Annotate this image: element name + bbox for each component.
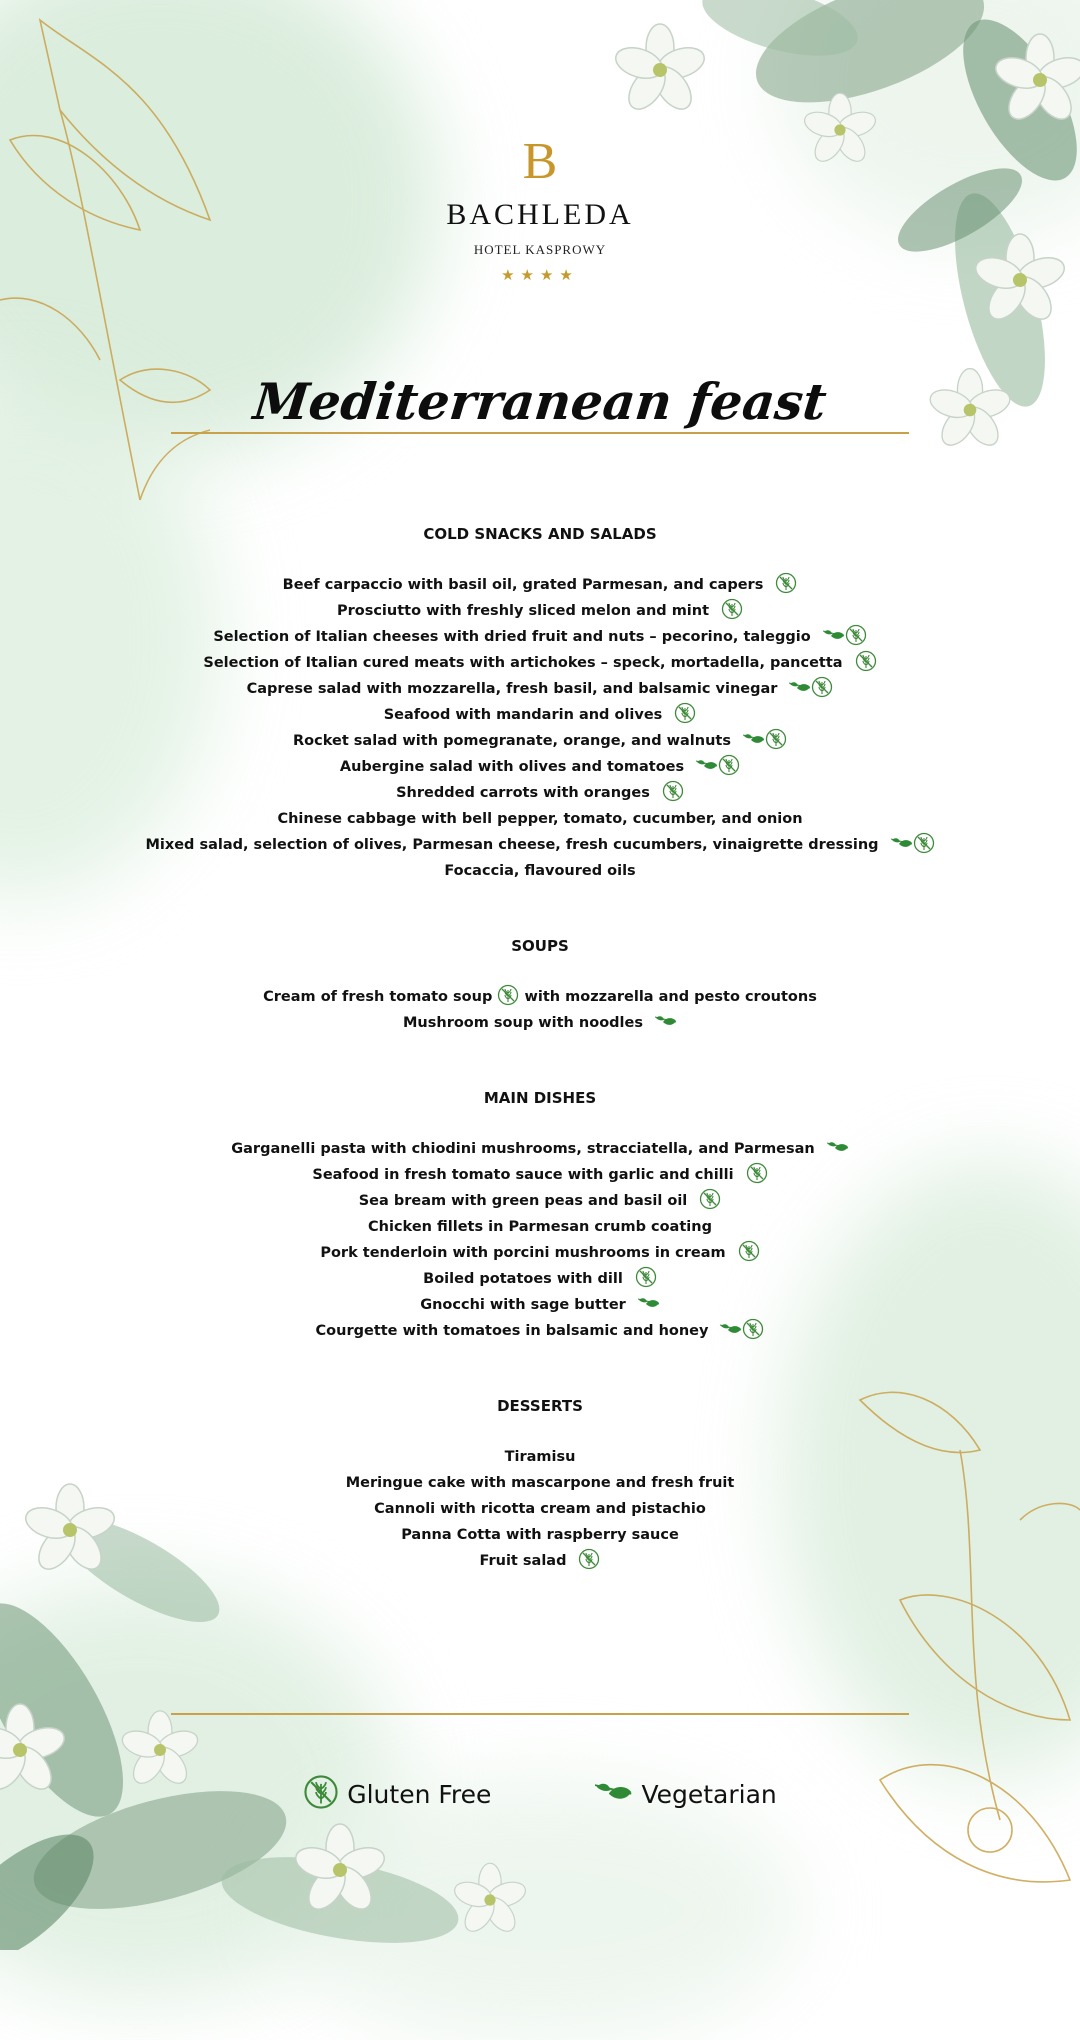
logo-hotel-subtitle: HOTEL KASPROWY <box>473 242 607 257</box>
menu-item-name: Chinese cabbage with bell pepper, tomato, cucumber, and onion <box>277 811 803 827</box>
menu-section <box>0 932 1080 1036</box>
menu-item <box>0 1318 1080 1344</box>
menu-item-name: Pork tenderloin with porcini mushrooms in cream <box>320 1245 726 1261</box>
menu-item-name: Sea bream with green peas and basil oil <box>358 1193 688 1209</box>
wheat-crossed-icon <box>775 572 797 594</box>
leaf-icon <box>595 1779 633 1805</box>
menu-item <box>0 780 1080 806</box>
section-title: SOUPS <box>511 937 569 955</box>
menu-item <box>0 754 1080 780</box>
leaf-icon <box>891 836 913 850</box>
menu-item-name: Boiled potatoes with dill <box>423 1271 623 1287</box>
menu-item-name: Tiramisu <box>504 1449 576 1465</box>
leaf-icon <box>789 680 811 694</box>
wheat-crossed-icon <box>497 984 519 1006</box>
menu-item-name: Courgette with tomatoes in balsamic and honey <box>315 1323 709 1339</box>
menu-item-name: Aubergine salad with olives and tomatoes <box>339 759 685 775</box>
menu-item-name: Selection of Italian cheeses with dried fruit and nuts – pecorino, taleggio <box>213 629 811 645</box>
wheat-crossed-icon <box>913 832 935 854</box>
menu-item <box>0 832 1080 858</box>
menu-item-name: Gnocchi with sage butter <box>420 1297 626 1313</box>
logo-monogram-icon <box>520 132 560 188</box>
dietary-legend <box>0 1772 1080 1816</box>
menu-item-name: Prosciutto with freshly sliced melon and mint <box>336 603 710 619</box>
menu-item <box>0 1010 1080 1036</box>
menu-item <box>0 572 1080 598</box>
leaf-icon <box>696 758 718 772</box>
menu-item-name: Seafood in fresh tomato sauce with garlic and chilli <box>312 1167 734 1183</box>
menu-title: Mediterranean feast <box>250 372 830 431</box>
menu-item-name: Seafood with mandarin and olives <box>383 707 663 723</box>
menu-item-name: Garganelli pasta with chiodini mushrooms, stracciatella, and Parmesan <box>231 1141 815 1157</box>
menu-item <box>0 1240 1080 1266</box>
menu-item-name-suffix: with mozzarella and pesto croutons <box>524 989 817 1005</box>
legend-gluten-free <box>303 1776 491 1812</box>
menu-item <box>0 1292 1080 1318</box>
menu-item <box>0 806 1080 832</box>
wheat-crossed-icon <box>635 1266 657 1288</box>
menu-item-name: Rocket salad with pomegranate, orange, and walnuts <box>293 733 731 749</box>
leaf-icon <box>827 1140 849 1154</box>
hotel-logo <box>0 132 1080 284</box>
logo-monogram-letter: B <box>522 133 558 188</box>
logo-hotel-name: BACHLEDA <box>446 198 634 231</box>
menu-item <box>0 1188 1080 1214</box>
menu-item-name: Cannoli with ricotta cream and pistachio <box>374 1501 706 1517</box>
wheat-crossed-icon <box>674 702 696 724</box>
menu-section <box>0 1084 1080 1344</box>
menu-item <box>0 858 1080 884</box>
wheat-crossed-icon <box>855 650 877 672</box>
menu-item <box>0 1162 1080 1188</box>
wheat-crossed-icon <box>578 1548 600 1570</box>
section-title: COLD SNACKS AND SALADS <box>423 525 657 543</box>
wheat-crossed-icon <box>742 1318 764 1340</box>
leaf-icon <box>720 1322 742 1336</box>
menu-item <box>0 1470 1080 1496</box>
menu-item-name: Cream of fresh tomato soup <box>263 989 493 1005</box>
leaf-icon <box>823 628 845 642</box>
wheat-crossed-icon <box>662 780 684 802</box>
leaf-icon <box>743 732 765 746</box>
menu-item-name: Meringue cake with mascarpone and fresh fruit <box>345 1475 735 1491</box>
legend-divider <box>171 1713 909 1715</box>
leaf-icon <box>638 1296 660 1310</box>
menu-item <box>0 984 1080 1010</box>
section-title: DESSERTS <box>497 1397 583 1415</box>
wheat-crossed-icon <box>765 728 787 750</box>
wheat-crossed-icon <box>845 624 867 646</box>
title-divider <box>171 432 909 434</box>
menu-item <box>0 1496 1080 1522</box>
logo-star-rating: ★★★★ <box>501 266 579 284</box>
menu-item-name: Chicken fillets in Parmesan crumb coating <box>368 1219 712 1235</box>
menu-item-name: Panna Cotta with raspberry sauce <box>401 1527 679 1543</box>
menu-item-name: Fruit salad <box>479 1553 567 1569</box>
menu-item-name: Beef carpaccio with basil oil, grated Parmesan, and capers <box>282 577 764 593</box>
menu-item <box>0 1444 1080 1470</box>
leaf-icon <box>655 1014 677 1028</box>
menu-item-name: Shredded carrots with oranges <box>396 785 650 801</box>
section-title: MAIN DISHES <box>483 1089 597 1107</box>
menu-item <box>0 676 1080 702</box>
wheat-crossed-icon <box>738 1240 760 1262</box>
menu-item <box>0 624 1080 650</box>
menu-item-name: Caprese salad with mozzarella, fresh basil, and balsamic vinegar <box>246 681 778 697</box>
menu-item-name: Mushroom soup with noodles <box>402 1015 643 1031</box>
menu-item <box>0 1136 1080 1162</box>
wheat-crossed-icon <box>746 1162 768 1184</box>
wheat-crossed-icon <box>699 1188 721 1210</box>
menu-item <box>0 702 1080 728</box>
menu-item-name: Focaccia, flavoured oils <box>444 863 636 879</box>
menu-item <box>0 598 1080 624</box>
menu-item <box>0 650 1080 676</box>
menu-content <box>0 520 1080 1574</box>
wheat-crossed-icon <box>718 754 740 776</box>
menu-item <box>0 1266 1080 1292</box>
wheat-crossed-icon <box>303 1774 339 1810</box>
legend-gluten-free-label: Gluten Free <box>347 1779 492 1809</box>
menu-section <box>0 520 1080 884</box>
wheat-crossed-icon <box>811 676 833 698</box>
menu-item <box>0 1214 1080 1240</box>
menu-item <box>0 728 1080 754</box>
menu-item-name: Selection of Italian cured meats with artichokes – speck, mortadella, pancetta <box>203 655 843 671</box>
menu-item <box>0 1522 1080 1548</box>
wheat-crossed-icon <box>721 598 743 620</box>
menu-item <box>0 1548 1080 1574</box>
legend-vegetarian <box>595 1780 776 1809</box>
menu-section <box>0 1392 1080 1574</box>
legend-vegetarian-label: Vegetarian <box>641 1779 777 1809</box>
menu-item-name: Mixed salad, selection of olives, Parmesan cheese, fresh cucumbers, vinaigrette dressing <box>145 837 879 853</box>
